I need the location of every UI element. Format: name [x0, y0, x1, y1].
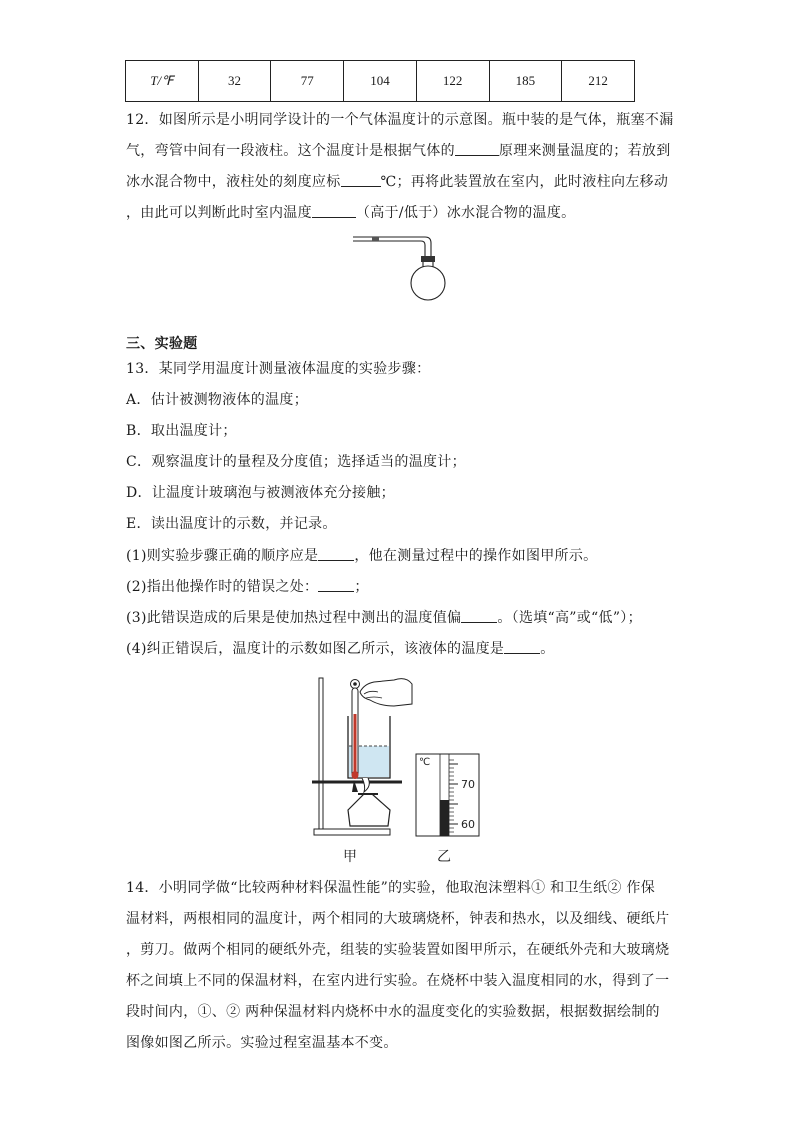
- table-cell: 104: [344, 61, 417, 102]
- q14-line-5: 段时间内，①、② 两种保温材料内烧杯中水的温度变化的实验数据，根据数据绘制的: [126, 1004, 660, 1020]
- q13-intro: 13．某同学用温度计测量液体温度的实验步骤：: [126, 361, 431, 377]
- q14-line-2: 温材料，两根相同的温度计，两个相同的大玻璃烧杯，钟表和热水，以及细线、硬纸片: [126, 911, 670, 927]
- q13-text: (2)指出他操作时的错误之处：: [126, 579, 319, 595]
- q12-text: 原理来测量温度的；若放到: [498, 143, 671, 159]
- heating-apparatus-figure: [308, 674, 418, 840]
- q12-text: 气，弯管中间有一段液柱。这个温度计是根据气体的: [126, 143, 455, 159]
- q14-line-3: ，剪刀。做两个相同的硬纸外壳，组装的实验装置如图甲所示，在硬纸外壳和大玻璃烧: [126, 942, 670, 958]
- thermometer-scale-figure: [410, 750, 484, 838]
- q12-text: ，由此可以判断此时室内温度: [126, 205, 312, 221]
- scale-label-60: 60: [461, 818, 475, 831]
- q12-text: （高于/低于）冰水混合物的温度。: [355, 205, 576, 221]
- q13-sub-4: [126, 639, 555, 659]
- q12-line-2: [126, 141, 671, 161]
- table-row: [126, 61, 635, 102]
- q13-step-d: D．让温度计玻璃泡与被测液体充分接触；: [126, 485, 395, 501]
- q13-sub-2: [126, 577, 369, 597]
- answer-blank: [318, 546, 354, 561]
- answer-blank: [461, 608, 497, 623]
- q12-text: 冰水混合物中，液柱处的刻度应标: [126, 174, 341, 190]
- section-title: 三、实验题: [126, 336, 198, 352]
- q14-line-6: 图像如图乙所示。实验过程室温基本不变。: [126, 1035, 398, 1051]
- answer-blank: [504, 639, 540, 654]
- flame: [362, 778, 369, 792]
- q13-step-b: B．取出温度计；: [126, 423, 237, 439]
- q13-text: (3)此错误造成的后果是使加热过程中测出的温度值偏: [126, 610, 462, 626]
- q12-line-4: [126, 203, 575, 223]
- table-cell: 185: [489, 61, 562, 102]
- q13-sub-3: [126, 608, 642, 628]
- thermometer-bulb: [352, 771, 359, 779]
- table-cell: 77: [271, 61, 344, 102]
- answer-blank: [455, 141, 499, 156]
- alcohol-lamp: [348, 794, 390, 826]
- flask: [411, 266, 445, 300]
- q13-text: 。（选填“高”或“低”）；: [497, 610, 642, 626]
- answer-blank: [318, 577, 354, 592]
- q13-text: (1)则实验步骤正确的顺序应是: [126, 548, 319, 564]
- table-cell: 32: [198, 61, 271, 102]
- table-header-cell: T/℉: [126, 61, 199, 102]
- gas-thermometer-figure: [345, 230, 455, 306]
- scale-label-70: 70: [461, 778, 475, 791]
- q13-sub-1: [126, 546, 597, 566]
- q12-line-1: 12．如图所示是小明同学设计的一个气体温度计的示意图。瓶中装的是气体，瓶塞不漏: [126, 112, 674, 128]
- scale-unit: ℃: [419, 757, 431, 768]
- q13-text: 。: [540, 641, 555, 657]
- answer-blank: [341, 172, 381, 187]
- q12-line-3: [126, 172, 668, 192]
- mercury-column: [440, 800, 449, 836]
- q13-step-e: E．读出温度计的示数，并记录。: [126, 516, 337, 532]
- q14-line-4: 杯之间填上不同的保温材料，在室内进行实验。在烧杯中装入温度相同的水，得到了一: [126, 973, 670, 989]
- temperature-table: [125, 60, 635, 102]
- stopper: [421, 256, 435, 262]
- q13-step-c: C．观察温度计的量程及分度值；选择适当的温度计；: [126, 454, 466, 470]
- q13-text: ；: [354, 579, 369, 595]
- q12-text: ℃；再将此装置放在室内，此时液柱向左移动: [380, 174, 669, 190]
- q13-text: ，他在测量过程中的操作如图甲所示。: [354, 548, 598, 564]
- table-cell: 122: [416, 61, 489, 102]
- table-cell: 212: [562, 61, 635, 102]
- liquid-column: [372, 237, 379, 241]
- figure-label-jia: 甲: [343, 849, 357, 865]
- answer-blank: [312, 203, 356, 218]
- q13-text: (4)纠正错误后，温度计的示数如图乙所示，该液体的温度是: [126, 641, 505, 657]
- q14-line-1: 14．小明同学做“比较两种材料保温性能”的实验，他取泡沫塑料① 和卫生纸② 作保: [126, 880, 656, 896]
- figure-label-yi: 乙: [437, 849, 451, 865]
- q13-step-a: A．估计被测物液体的温度；: [126, 392, 309, 408]
